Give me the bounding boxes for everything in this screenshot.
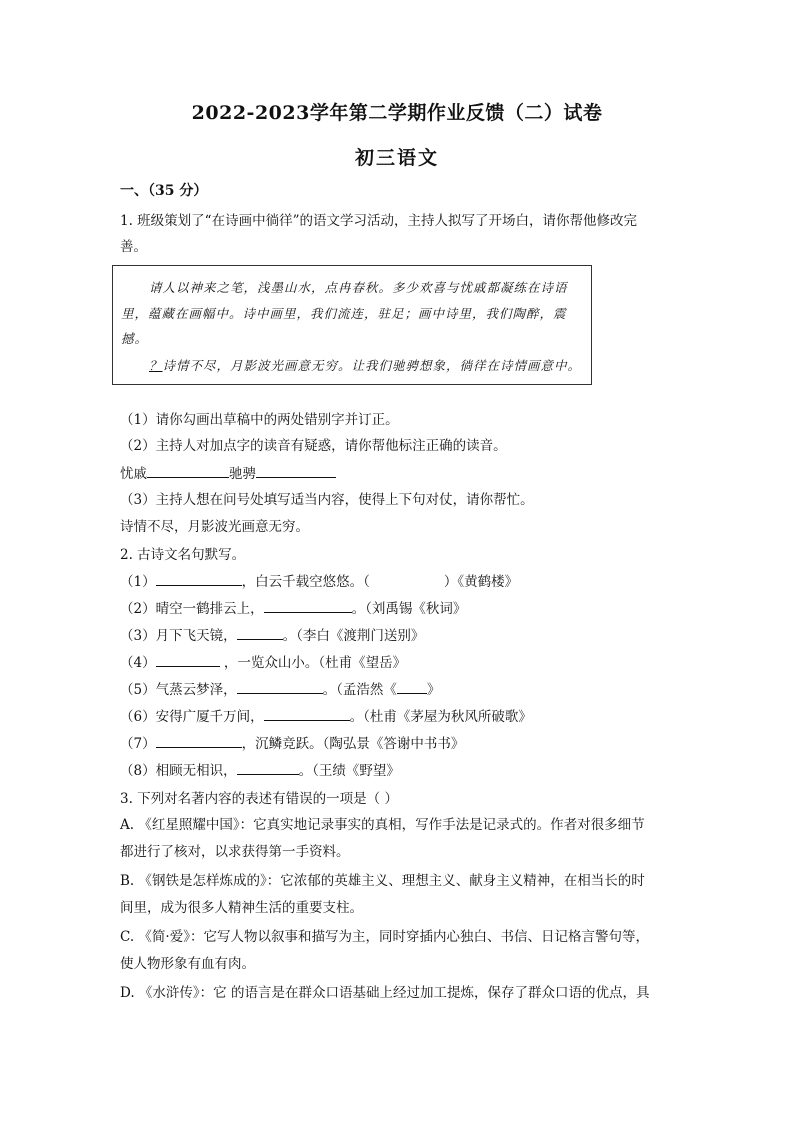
q2-item: （4） ，一览众山小。（杜甫《望岳》 [120, 655, 407, 671]
fill-blank[interactable] [156, 572, 242, 586]
q3-option-a-cont: 都进行了核对，以求获得第一手资料。 [120, 844, 350, 860]
q2-item: （2）晴空一鹤排云上， 。（刘禹锡《秋词》 [120, 601, 467, 617]
fill-blank[interactable] [264, 707, 350, 721]
fill-blank[interactable] [397, 680, 427, 694]
q3-option-b-cont: 间里，成为很多人精神生活的重要支柱。 [120, 900, 363, 916]
q1-sub2: （2）主持人对加点字的读音有疑惑，请你帮他标注正确的读音。 [120, 438, 507, 454]
draft-line2: 里，蕴藏在画幅中。诗中画里，我们流连，驻足；画中诗里，我们陶醉，震 [121, 306, 567, 321]
q3-option-d: D. 《水浒传》：它 的语言是在群众口语基础上经过加工提炼，保存了群众口语的优点，具 [120, 985, 650, 1001]
word-chicheng: 驰骋 [229, 466, 256, 482]
q3-stem: 3. 下列对名著内容的表述有错误的一项是（ ） [120, 791, 398, 807]
fill-blank[interactable] [237, 761, 299, 775]
q1-stem-line1: 1. 班级策划了“在诗画中徜徉”的语文学习活动，主持人拟写了开场白，请你帮他修改完 [120, 213, 637, 229]
q3-option-b: B. 《钢铁是怎样炼成的》：它浓郁的英雄主义、理想主义、献身主义精神，在相当长的时 [120, 873, 645, 889]
q1-sub2-answers [120, 464, 336, 483]
q2-item: （6）安得广厦千万间， 。（杜甫《茅屋为秋风所破歌》 [120, 709, 532, 725]
q2-item: （1） ，白云千载空悠悠。（ ）《黄鹤楼》 [120, 574, 519, 590]
exam-subtitle: 初三语文 [354, 147, 439, 169]
fill-blank[interactable] [237, 680, 323, 694]
answer-blank-1[interactable] [147, 464, 229, 478]
answer-blank-2[interactable] [256, 464, 336, 478]
word-youqi: 忧戚 [120, 466, 147, 482]
q2-item: （7） ，沉鳞竞跃。（陶弘景《答谢中书书》 [120, 736, 465, 752]
draft-box [112, 265, 592, 385]
question-mark-blank: ？ [149, 358, 163, 373]
q2-stem: 2. 古诗文名句默写。 [120, 547, 246, 563]
q1-sub3-line: 诗情不尽，月影波光画意无穷。 [120, 519, 309, 535]
q1-stem-line2: 善。 [120, 239, 147, 255]
fill-blank[interactable] [156, 734, 242, 748]
draft-line4 [149, 356, 581, 374]
draft-line4-text: 诗情不尽，月影波光画意无穷。让我们驰骋想象，徜徉在诗情画意中。 [162, 358, 582, 373]
fill-blank[interactable] [237, 626, 283, 640]
fill-blank[interactable] [264, 599, 352, 613]
q1-sub3: （3）主持人想在问号处填写适当内容，使得上下句对仗，请你帮忙。 [120, 492, 534, 508]
draft-line3: 撼。 [121, 331, 149, 346]
q2-item: （5）气蒸云梦泽， 。（孟浩然《 》 [120, 682, 441, 698]
draft-line1: 请人以神来之笔，浅墨山水，点冉春秋。多少欢喜与忧戚都凝练在诗语 [149, 280, 568, 295]
section-heading: 一、（35 分） [120, 183, 208, 199]
q3-option-c-cont: 使人物形象有血有肉。 [120, 956, 255, 972]
q2-item: （8）相顾无相识， 。（王绩《野望》 [120, 763, 400, 779]
fill-blank[interactable] [156, 653, 220, 667]
q1-sub1: （1）请你勾画出草稿中的两处错别字并订正。 [120, 412, 399, 428]
q2-item: （3）月下飞天镜， 。（李白《渡荆门送别》 [120, 628, 425, 644]
q3-option-a: A. 《红星照耀中国》：它真实地记录事实的真相，写作手法是记录式的。作者对很多细节 [120, 817, 645, 833]
q3-option-c: C. 《简·爱》：它写人物以叙事和描写为主，同时穿插内心独白、书信、日记格言警句等， [120, 929, 649, 945]
exam-title: 2022-2023学年第二学期作业反馈（二）试卷 [191, 102, 603, 124]
